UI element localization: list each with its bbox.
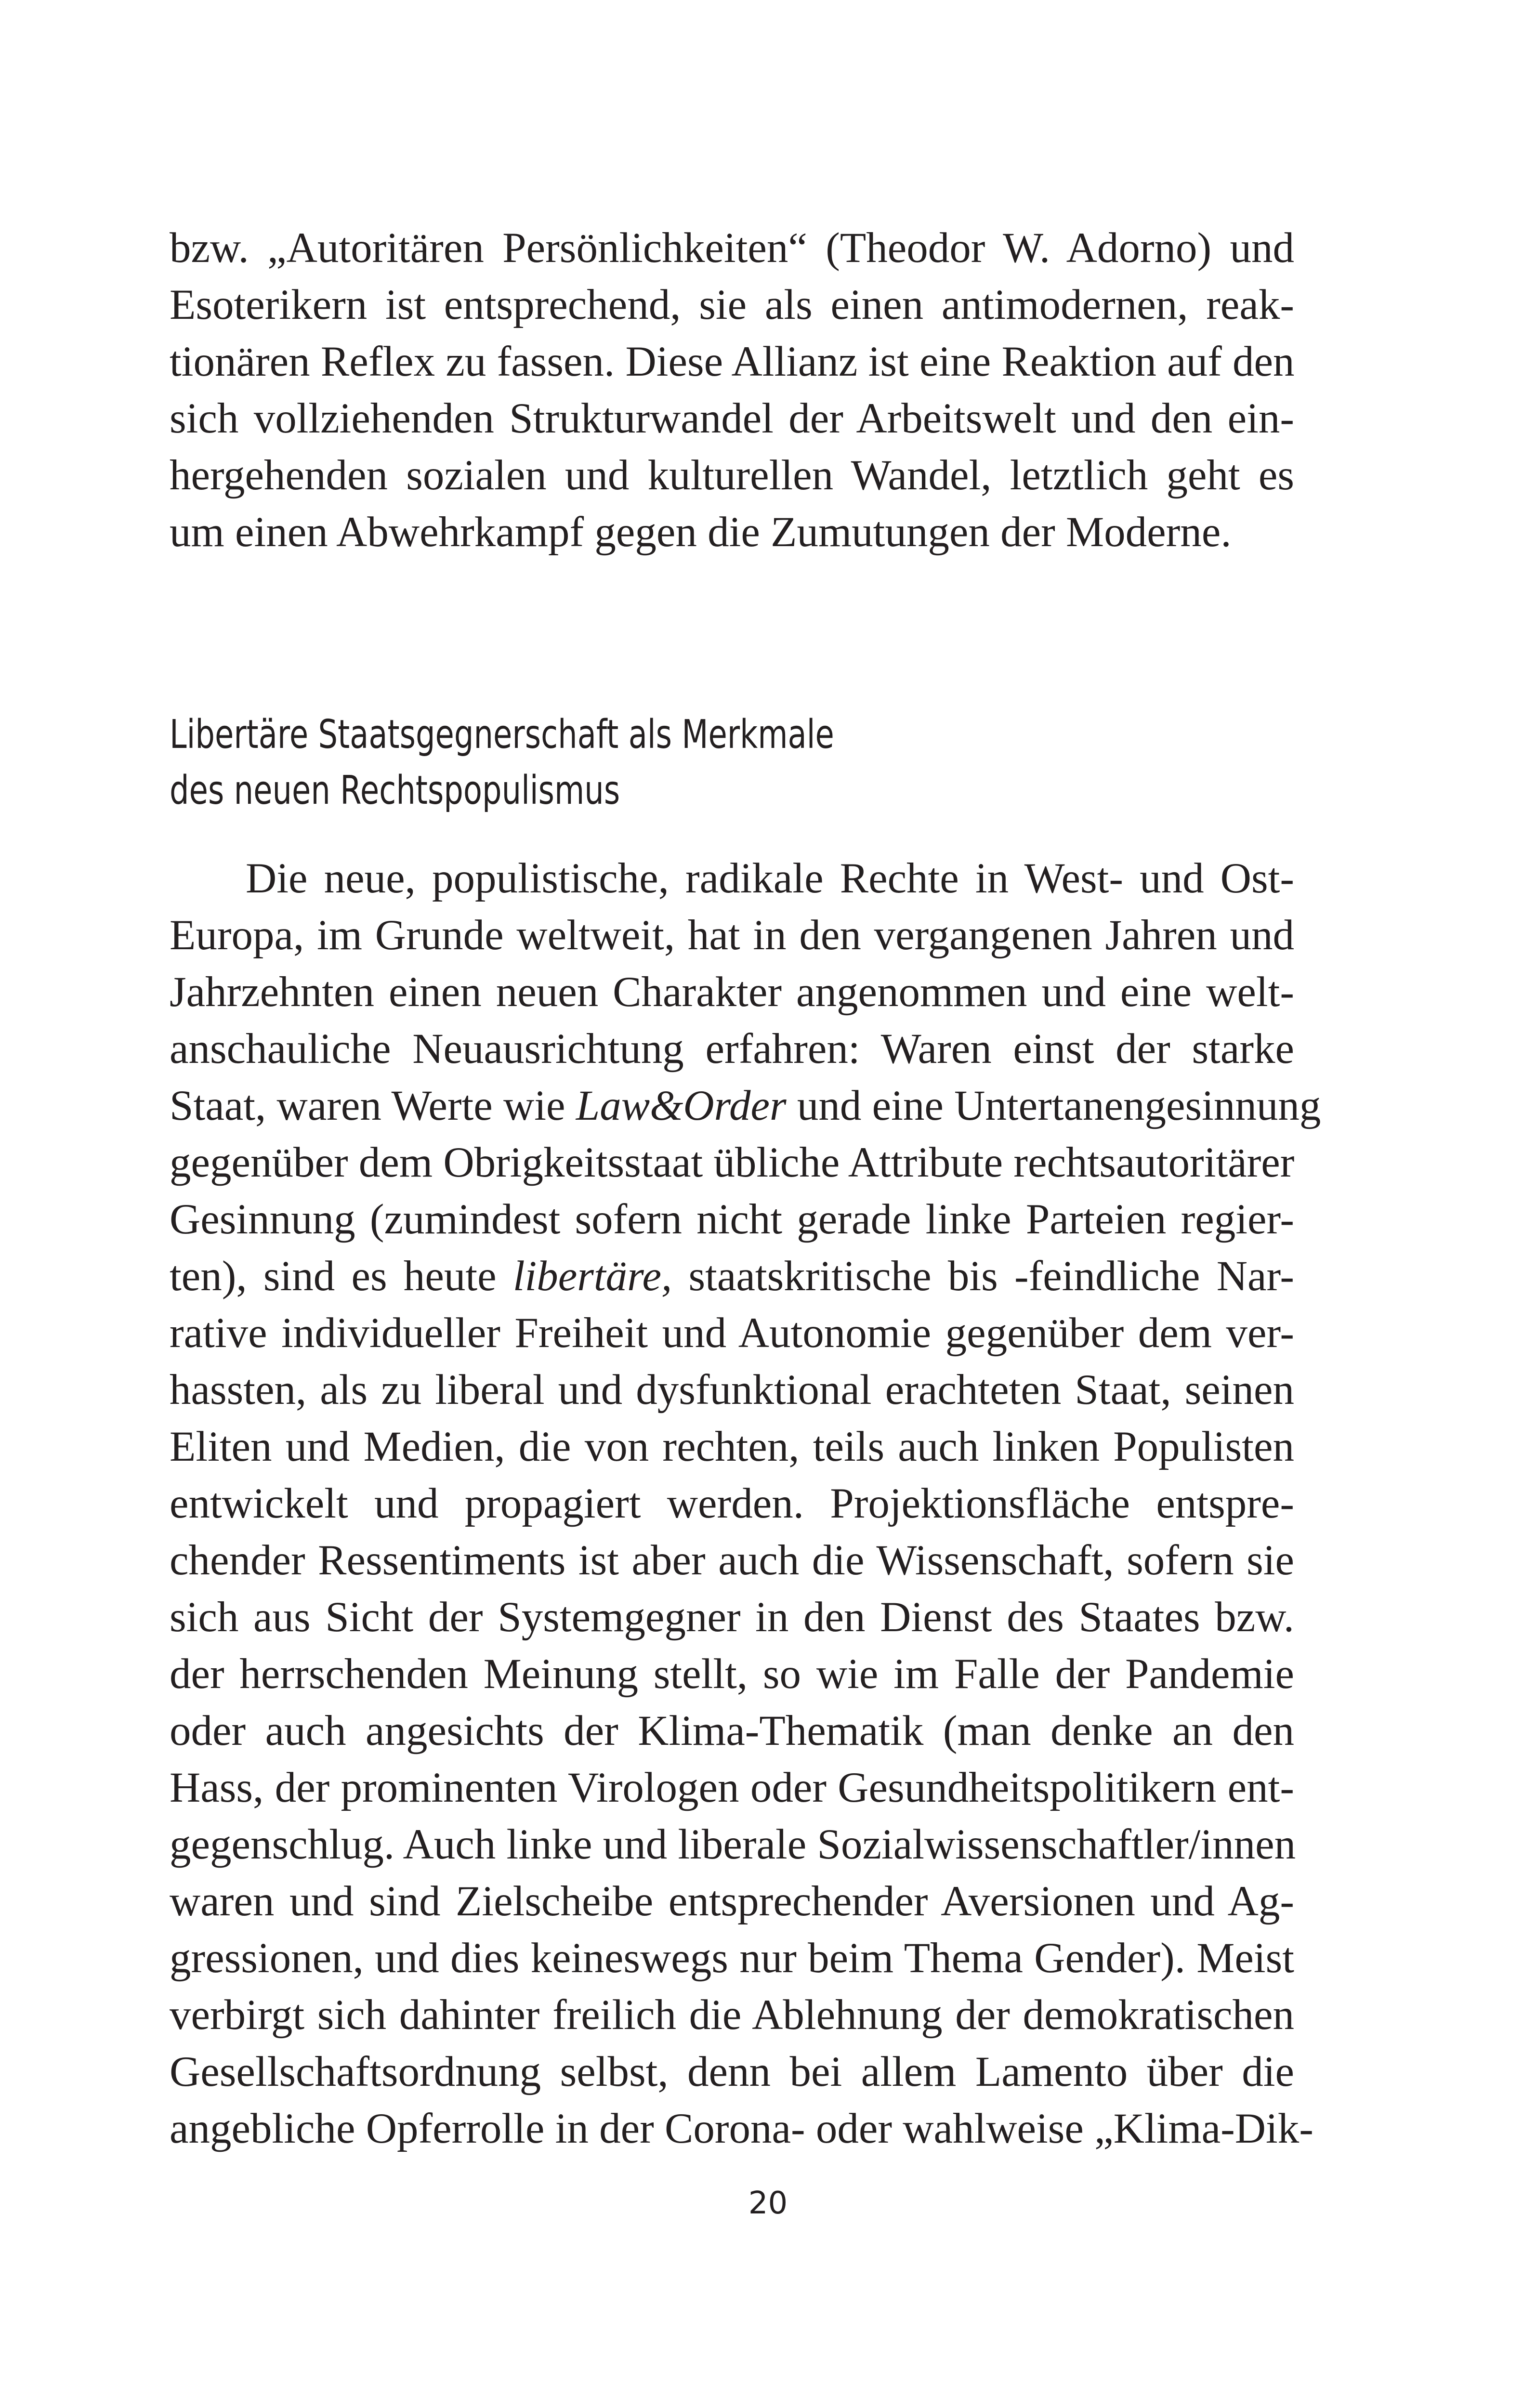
text-line: gegenschlug. Auch linke und liberale Sozialwissenschaftler/innen xyxy=(170,1821,1296,1868)
text-line: Esoterikern ist entsprechend, sie als einen antimodernen, reak- xyxy=(170,281,1294,328)
emphasized-term: Law&Order xyxy=(576,1082,787,1129)
text-line xyxy=(170,1077,1321,1134)
body-paragraph xyxy=(170,850,1321,2157)
section-heading-line: des neuen Rechtspopulismus xyxy=(170,768,620,814)
text-line: anschauliche Neuausrichtung erfahren: Waren einst der starke xyxy=(170,1025,1294,1073)
text-line: verbirgt sich dahinter freilich die Ablehnung der demokratischen xyxy=(170,1991,1294,2039)
text-line xyxy=(170,1248,1294,1305)
text-fragment: staatskritische bis -feindliche Nar- xyxy=(672,1253,1294,1300)
text-line: gegenüber dem Obrigkeitsstaat übliche Attribute rechtsautoritärer xyxy=(170,1139,1295,1186)
text-line: waren und sind Zielscheibe entsprechender Aversionen und Ag- xyxy=(170,1878,1294,1925)
text-line: der herrschenden Meinung stellt, so wie im Falle der Pandemie xyxy=(170,1650,1294,1698)
text-line: Hass, der prominenten Virologen oder Gesundheitspolitikern ent- xyxy=(170,1764,1294,1811)
text-line: gressionen, und dies keineswegs nur beim Thema Gender). Meist xyxy=(170,1935,1294,1982)
intro-paragraph xyxy=(170,220,1294,561)
text-line: sich aus Sicht der Systemgegner in den Dienst des Staates bzw. xyxy=(170,1594,1294,1641)
emphasized-term: libertäre, xyxy=(512,1253,672,1300)
text-line: oder auch angesichts der Klima-Thematik (man denke an den xyxy=(170,1707,1294,1754)
text-line: hergehenden sozialen und kulturellen Wandel, letztlich geht es xyxy=(170,452,1294,499)
text-fragment: und eine Untertanengesinnung xyxy=(786,1082,1321,1129)
text-line: Die neue, populistische, radikale Rechte in West- und Ost- xyxy=(246,855,1294,902)
text-line: Jahrzehnten einen neuen Charakter angenommen und eine welt- xyxy=(170,968,1294,1016)
text-line: rative individueller Freiheit und Autonomie gegenüber dem ver- xyxy=(170,1309,1294,1357)
text-line: hassten, als zu liberal und dysfunktional erachteten Staat, seinen xyxy=(170,1366,1294,1413)
text-line: Europa, im Grunde weltweit, hat in den vergangenen Jahren und xyxy=(170,912,1294,959)
text-line: chender Ressentiments ist aber auch die Wissenschaft, sofern sie xyxy=(170,1537,1294,1584)
text-line: Eliten und Medien, die von rechten, teils auch linken Populisten xyxy=(170,1423,1294,1470)
text-line: sich vollziehenden Strukturwandel der Arbeitswelt und den ein- xyxy=(170,395,1294,442)
text-fragment: ten), sind es heute xyxy=(170,1253,513,1300)
text-line: Gesinnung (zumindest sofern nicht gerade linke Parteien regier- xyxy=(170,1196,1294,1243)
text-line: angebliche Opferrolle in der Corona- oder wahlweise „Klima-Dik- xyxy=(170,2105,1313,2152)
section-heading xyxy=(170,707,1047,819)
page-number: 20 xyxy=(748,2186,788,2221)
section-heading-line: Libertäre Staatsgegnerschaft als Merkmale xyxy=(170,712,834,758)
text-fragment: Staat, waren Werte wie xyxy=(170,1082,576,1129)
text-line: um einen Abwehrkampf gegen die Zumutungen der Moderne. xyxy=(170,509,1232,556)
text-line: bzw. „Autoritären Persönlichkeiten“ (Theodor W. Adorno) und xyxy=(170,224,1294,272)
text-line: Gesellschaftsordnung selbst, denn bei allem Lamento über die xyxy=(170,2048,1294,2095)
text-line: entwickelt und propagiert werden. Projektionsfläche entspre- xyxy=(170,1480,1294,1527)
text-line: tionären Reflex zu fassen. Diese Allianz ist eine Reaktion auf den xyxy=(170,338,1295,385)
